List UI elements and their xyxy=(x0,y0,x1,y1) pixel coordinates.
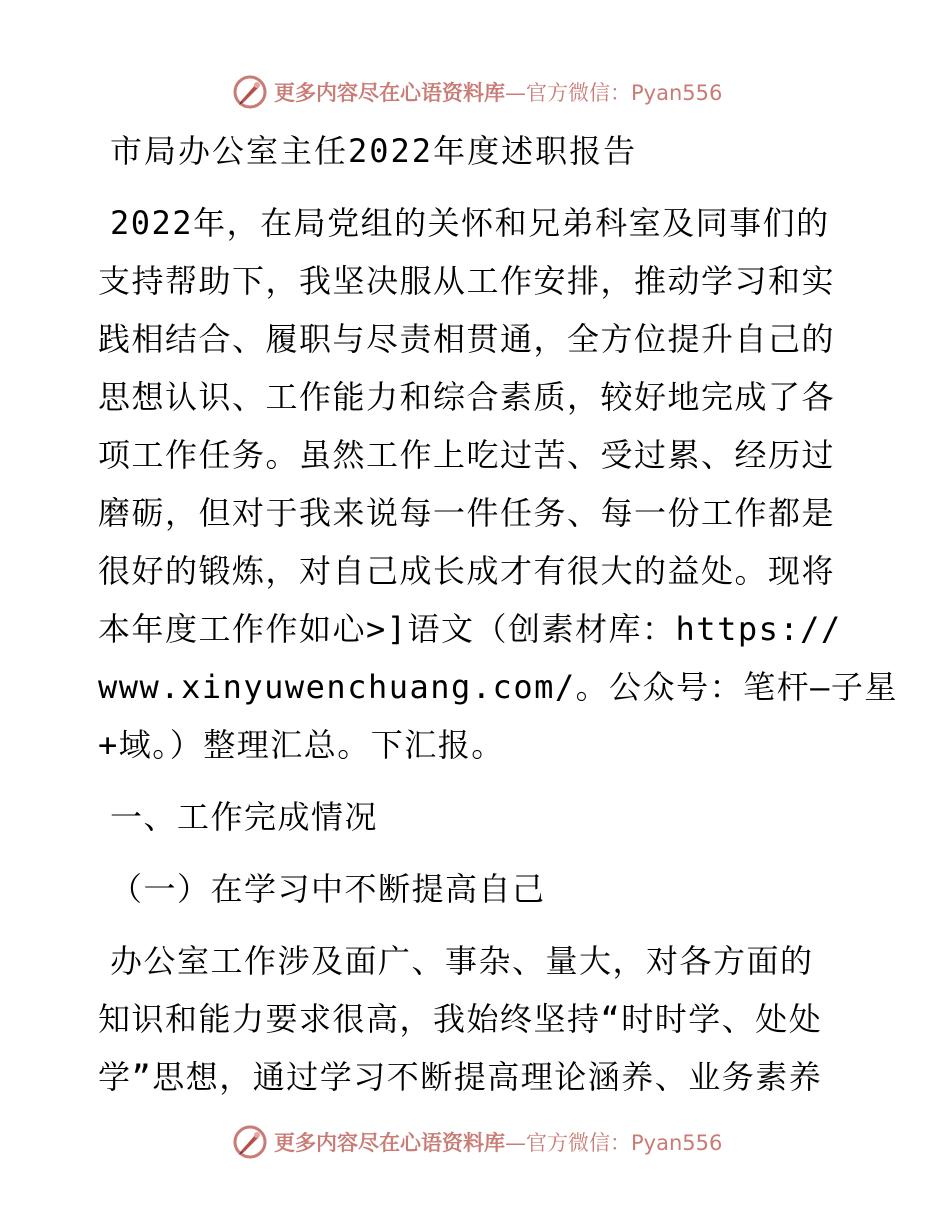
text-line: 磨砺，但对于我来说每一件任务、每一份工作都是 xyxy=(98,494,836,532)
text-line: www.xinyuwenchuang.com/。公众号：笔杆—子星 xyxy=(98,668,898,706)
watermark-text: 更多内容尽在心语资料库—官方微信：Pyan556 xyxy=(274,1130,723,1155)
paragraph-intro xyxy=(98,194,898,774)
text-line: 办公室工作涉及面广、事杂、量大，对各方面的 xyxy=(110,942,814,980)
section-heading: 一、工作完成情况 xyxy=(110,798,379,836)
watermark-banner-top xyxy=(232,72,752,112)
text-line: 本年度工作作如心>]语文（创素材库：https:// xyxy=(98,610,842,648)
text-line: 践相结合、履职与尽责相贯通，全方位提升自己的 xyxy=(98,320,836,358)
subsection-heading: （一）在学习中不断提高自己 xyxy=(110,870,546,908)
quill-pen-logo-icon xyxy=(232,1124,268,1160)
text-line: 2022年，在局党组的关怀和兄弟科室及同事们的 xyxy=(110,204,830,242)
paragraph-learning xyxy=(98,932,858,1106)
text-line: 很好的锻炼，对自己成长成才有很大的益处。现将 xyxy=(98,552,836,590)
text-line: +域。）整理汇总。下汇报。 xyxy=(98,726,505,764)
watermark-banner-bottom xyxy=(232,1122,752,1162)
text-line: 学”思想，通过学习不断提高理论涵养、业务素养 xyxy=(98,1058,823,1096)
text-line: 项工作任务。虽然工作上吃过苦、受过累、经历过 xyxy=(98,436,836,474)
watermark-text: 更多内容尽在心语资料库—官方微信：Pyan556 xyxy=(274,80,723,105)
document-title: 市局办公室主任2022年度述职报告 xyxy=(110,132,638,170)
quill-pen-logo-icon xyxy=(232,74,268,110)
text-line: 支持帮助下，我坚决服从工作安排，推动学习和实 xyxy=(98,262,836,300)
text-line: 思想认识、工作能力和综合素质，较好地完成了各 xyxy=(98,378,836,416)
document-body xyxy=(98,122,898,1106)
text-line: 知识和能力要求很高，我始终坚持“时时学、处处 xyxy=(98,1000,823,1038)
